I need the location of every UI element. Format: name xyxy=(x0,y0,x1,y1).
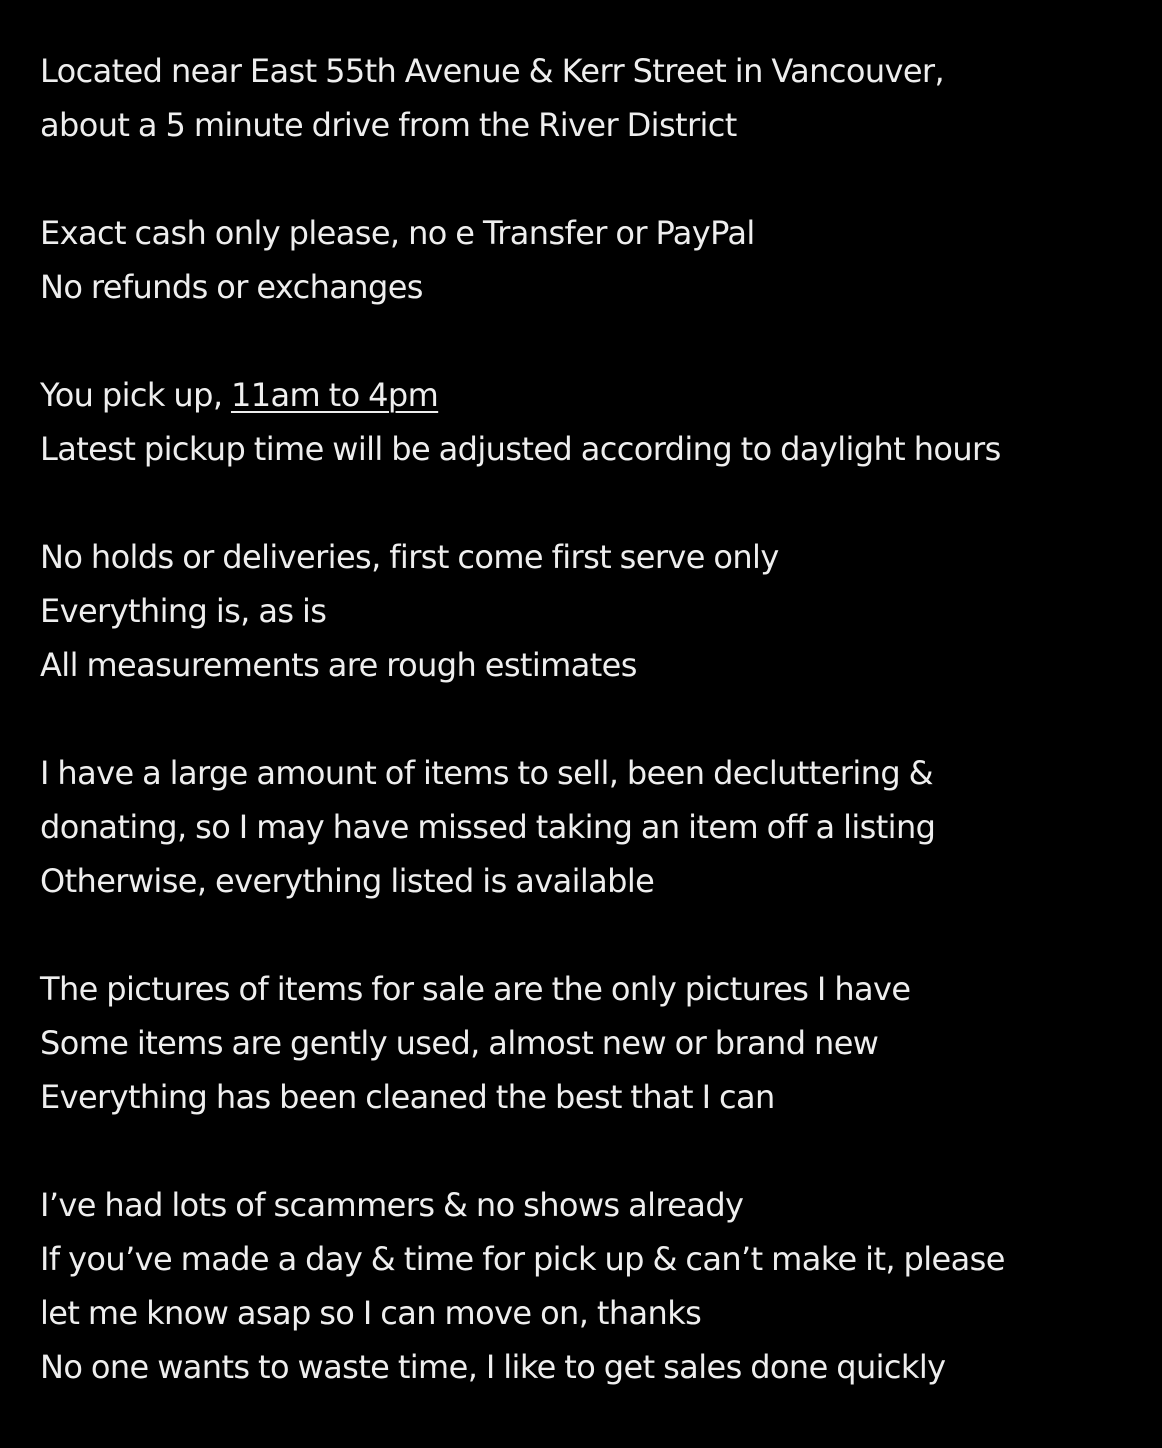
paragraph-items xyxy=(40,746,1140,908)
paragraph-pickup xyxy=(40,368,1140,476)
text-line: Located near East 55th Avenue & Kerr Street in Vancouver, xyxy=(40,52,945,90)
paragraph-pictures xyxy=(40,962,1140,1124)
pickup-line xyxy=(40,368,1140,422)
text-line: I have a large amount of items to sell, been decluttering & xyxy=(40,754,933,792)
text-line: Exact cash only please, no e Transfer or PayPal xyxy=(40,214,755,252)
pickup-prefix: You pick up, xyxy=(40,376,231,414)
paragraph-location xyxy=(40,44,1140,152)
text-line: donating, so I may have missed taking an item off a listing xyxy=(40,808,936,846)
paragraph-terms xyxy=(40,530,1140,692)
text-line: If you’ve made a day & time for pick up & can’t make it, please xyxy=(40,1240,1005,1278)
text-line: No holds or deliveries, first come first serve only xyxy=(40,538,779,576)
text-line: Some items are gently used, almost new or brand new xyxy=(40,1024,879,1062)
text-line: Everything is, as is xyxy=(40,592,327,630)
text-line: The pictures of items for sale are the only pictures I have xyxy=(40,970,911,1008)
note-text xyxy=(40,44,1140,1448)
text-line: No one wants to waste time, I like to get sales done quickly xyxy=(40,1348,946,1386)
text-line: I’ve had lots of scammers & no shows already xyxy=(40,1186,744,1224)
text-line: No refunds or exchanges xyxy=(40,268,423,306)
text-line: about a 5 minute drive from the River District xyxy=(40,106,737,144)
text-line: Latest pickup time will be adjusted according to daylight hours xyxy=(40,430,1001,468)
text-line: All measurements are rough estimates xyxy=(40,646,637,684)
text-line: let me know asap so I can move on, thanks xyxy=(40,1294,702,1332)
paragraph-payment xyxy=(40,206,1140,314)
text-line: Everything has been cleaned the best that I can xyxy=(40,1078,775,1116)
text-line: Otherwise, everything listed is available xyxy=(40,862,655,900)
pickup-time-link[interactable]: 11am to 4pm xyxy=(230,376,439,414)
paragraph-scammers xyxy=(40,1178,1140,1394)
